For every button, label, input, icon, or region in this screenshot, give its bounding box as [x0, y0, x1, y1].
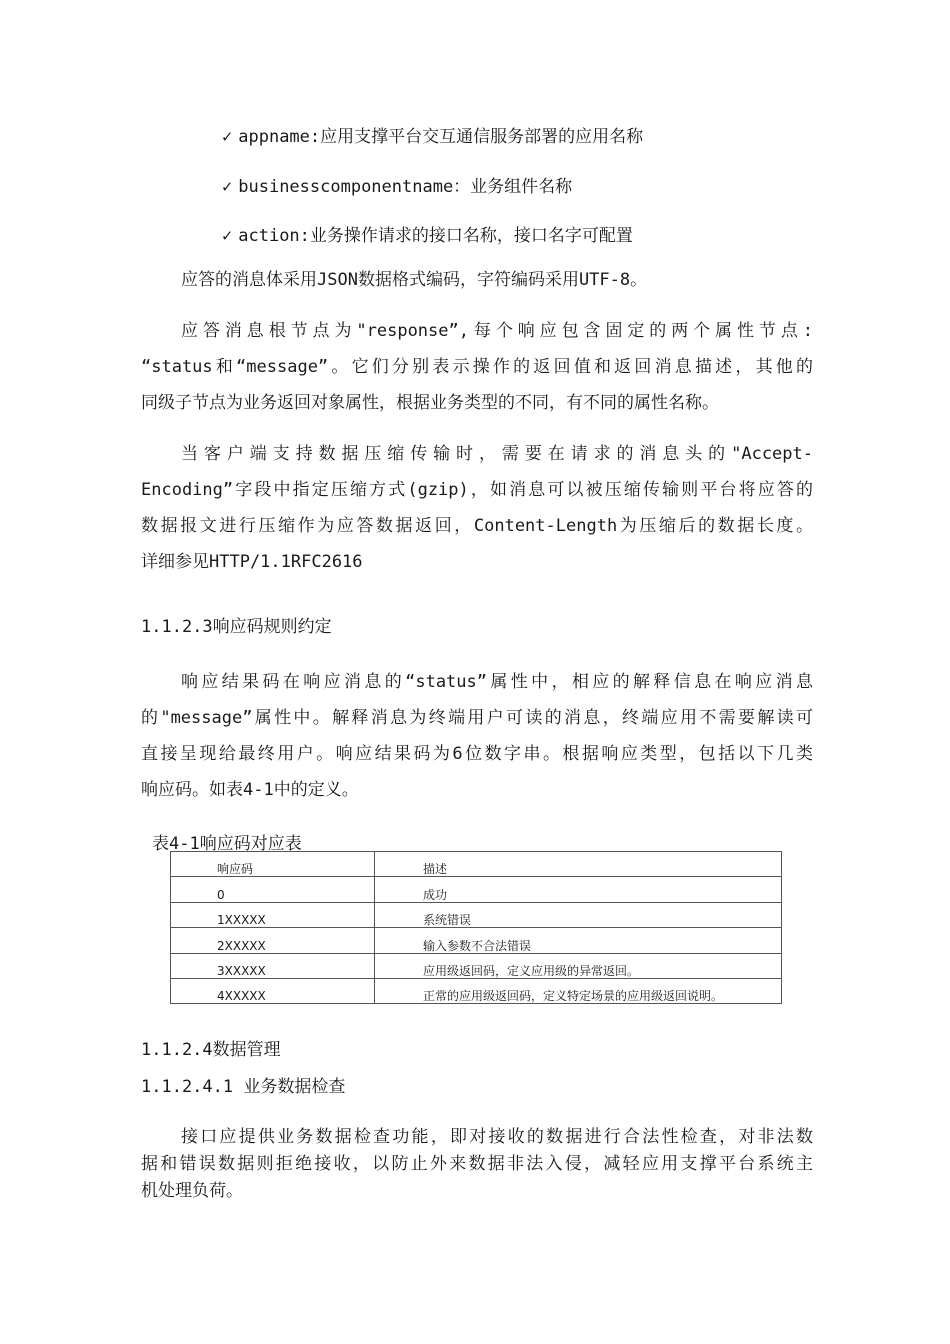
paragraph-data-check: [141, 1124, 813, 1205]
table-row: [171, 877, 782, 902]
section-heading-response-code-rules: 1.1.2.3响应码规则约定: [141, 617, 332, 637]
paragraph-line: 数据报文进行压缩作为应答数据返回，Content-Length为压缩后的数据长度。: [141, 516, 813, 536]
table-cell-description: 输入参数不合法错误: [375, 928, 782, 953]
table-cell-description: 正常的应用级返回码，定义特定场景的应用级返回说明。: [375, 978, 782, 1003]
section-heading-data-management: 1.1.2.4数据管理: [141, 1040, 281, 1060]
paragraph-response-code: [141, 664, 813, 808]
table-cell-code: 3XXXXX: [171, 953, 375, 978]
paragraph-response-root: [141, 313, 813, 421]
checkmark-icon: ✓: [222, 226, 233, 246]
table-header-row: [171, 852, 782, 877]
table-cell-description: 成功: [375, 877, 782, 902]
response-code-table: [170, 851, 782, 1004]
paragraph-line: “status和“message”。它们分别表示操作的返回值和返回消息描述，其他的: [141, 357, 813, 377]
paragraph-line: 应答的消息体采用JSON数据格式编码，字符编码采用UTF-8。: [181, 270, 648, 290]
paragraph-line: 的"message”属性中。解释消息为终端用户可读的消息，终端应用不需要解读可: [141, 708, 813, 728]
paragraph-line: 机处理负荷。: [141, 1181, 243, 1201]
table-cell-code: 2XXXXX: [171, 928, 375, 953]
paragraph-line: 响应结果码在响应消息的“status”属性中，相应的解释信息在响应消息: [181, 672, 813, 692]
table-caption: 表4-1响应码对应表: [152, 834, 302, 854]
paragraph-compression: [141, 436, 813, 580]
table-row: [171, 902, 782, 927]
paragraph-encoding: [141, 262, 813, 298]
table-header-cell: 描述: [375, 852, 782, 877]
table-row: [171, 928, 782, 953]
checkmark-icon: ✓: [222, 177, 233, 197]
paragraph-line: 应答消息根节点为"response”,每个响应包含固定的两个属性节点:: [181, 321, 813, 341]
bullet-text: action:业务操作请求的接口名称，接口名字可配置: [238, 226, 633, 246]
table-cell-code: 1XXXXX: [171, 902, 375, 927]
paragraph-line: 接口应提供业务数据检查功能，即对接收的数据进行合法性检查，对非法数: [181, 1127, 813, 1147]
table-row: [171, 978, 782, 1003]
table-cell-description: 应用级返回码，定义应用级的异常返回。: [375, 953, 782, 978]
paragraph-line: 当客户端支持数据压缩传输时，需要在请求的消息头的"Accept-: [181, 444, 813, 464]
paragraph-line: 直接呈现给最终用户。响应结果码为6位数字串。根据响应类型，包括以下几类: [141, 744, 813, 764]
paragraph-line: 据和错误数据则拒绝接收，以防止外来数据非法入侵，减轻应用支撑平台系统主: [141, 1154, 813, 1174]
bullet-item-appname: [222, 122, 643, 147]
bullet-item-businesscomponentname: [222, 172, 572, 197]
bullet-text: appname:应用支撑平台交互通信服务部署的应用名称: [238, 127, 644, 147]
table-row: [171, 953, 782, 978]
table-cell-code: 0: [171, 877, 375, 902]
table-cell-code: 4XXXXX: [171, 978, 375, 1003]
paragraph-line: 同级子节点为业务返回对象属性，根据业务类型的不同，有不同的属性名称。: [141, 393, 719, 413]
checkmark-icon: ✓: [222, 127, 233, 147]
table-cell-description: 系统错误: [375, 902, 782, 927]
paragraph-line: Encoding”字段中指定压缩方式(gzip)，如消息可以被压缩传输则平台将应答的: [141, 480, 813, 500]
table-header-cell: 响应码: [171, 852, 375, 877]
bullet-item-action: [222, 221, 633, 246]
bullet-text: businesscomponentname：业务组件名称: [238, 177, 573, 197]
paragraph-line: 响应码。如表4-1中的定义。: [141, 780, 359, 800]
paragraph-line: 详细参见HTTP/1.1RFC2616: [141, 552, 363, 572]
section-heading-business-data-check: 1.1.2.4.1 业务数据检查: [141, 1077, 346, 1097]
